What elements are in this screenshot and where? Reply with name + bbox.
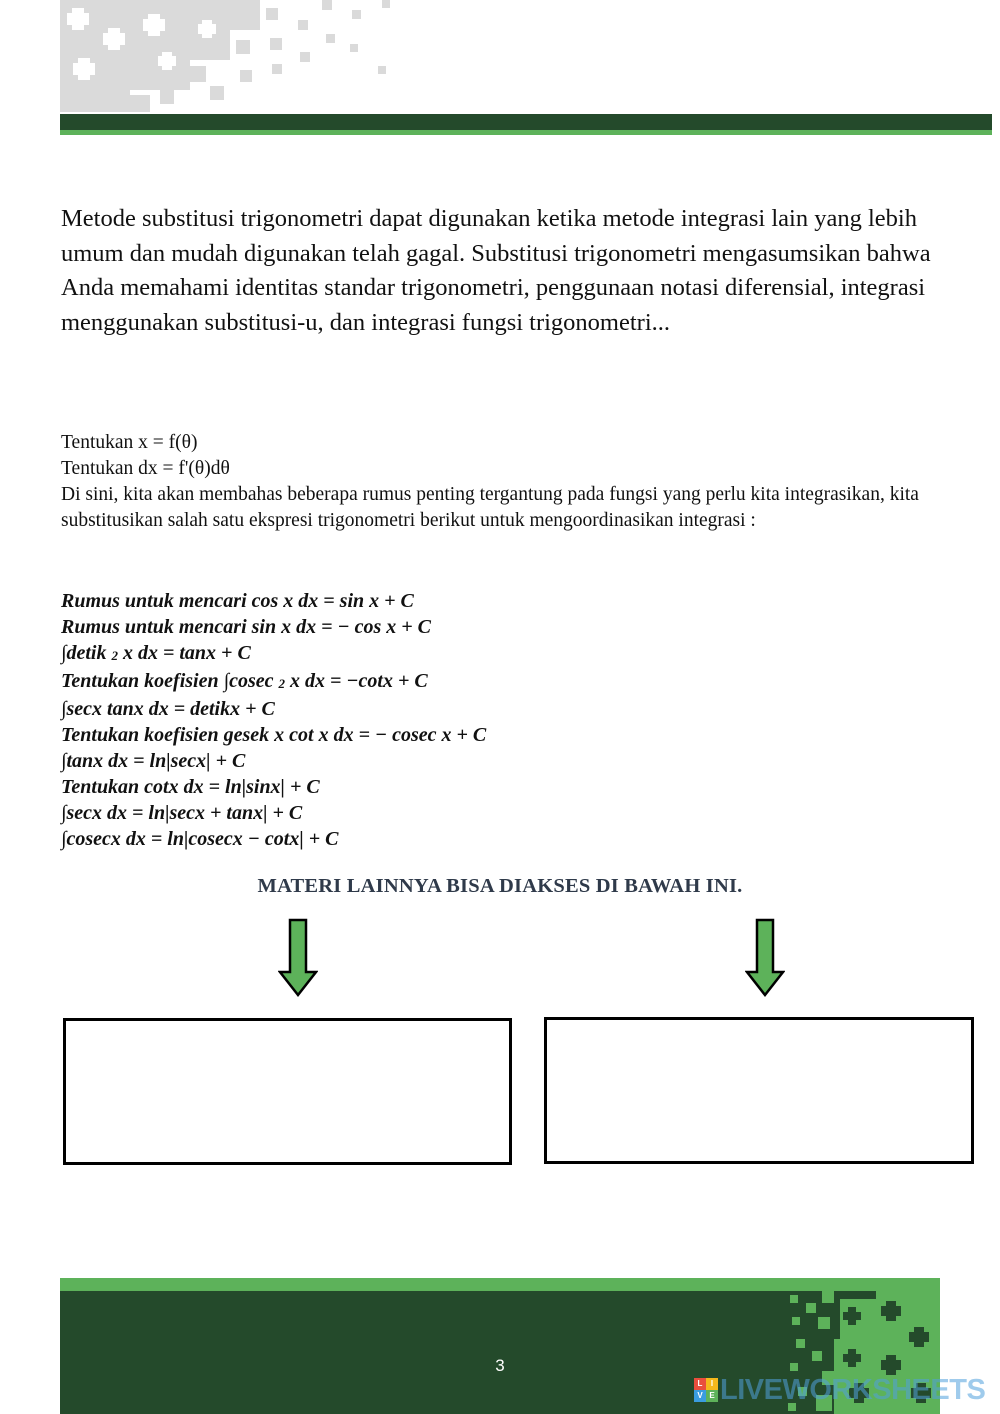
formula-6: Tentukan koefisien gesek x cot x dx = − cosec x + C: [61, 724, 487, 746]
link-box-right[interactable]: [544, 1017, 974, 1164]
formula-4-sub: 2: [278, 676, 286, 691]
steps-section: [61, 430, 941, 534]
arrow-down-icon-right: [745, 918, 785, 998]
liveworksheets-logo-icon: [694, 1378, 718, 1402]
formula-2: Rumus untuk mencari sin x dx = − cos x + C: [61, 616, 431, 638]
header-band-dark: [60, 114, 992, 130]
formula-10: ∫cosecx dx = ln|cosecx − cotx| + C: [61, 828, 339, 850]
formula-9: ∫secx dx = ln|secx + tanx| + C: [61, 802, 303, 824]
formula-4: [61, 668, 941, 696]
materi-heading: MATERI LAINNYA BISA DIAKSES DI BAWAH INI.: [257, 875, 743, 897]
logo-letter-4: E: [706, 1390, 718, 1402]
formula-3-sub: 2: [111, 648, 118, 663]
top-pattern-decoration: [60, 0, 405, 112]
formula-5: ∫secx tanx dx = detikx + C: [61, 698, 275, 720]
step-2: Tentukan dx = f'(θ)dθ: [61, 458, 230, 479]
formula-3-pre: ∫detik: [61, 642, 112, 664]
formula-1: Rumus untuk mencari cos x dx = sin x + C: [61, 590, 414, 612]
link-box-left[interactable]: [63, 1018, 512, 1165]
formula-4-post: x dx = −cotx + C: [285, 670, 428, 692]
arrow-down-icon-left: [278, 918, 318, 998]
formula-4-pre: Tentukan koefisien ∫cosec: [61, 670, 279, 692]
steps-explanation: Di sini, kita akan membahas beberapa rumus penting tergantung pada fungsi yang perlu kita integrasikan, kita substitusikan salah satu ekspresi trigonometri berikut untuk mengoordinasikan integrasi :: [61, 484, 919, 531]
formula-3-post: x dx = tanx + C: [117, 642, 251, 664]
page-number: 3: [495, 1356, 505, 1375]
formula-list: [61, 588, 941, 852]
brand-text: LIVEWORKSHEETS: [720, 1373, 986, 1406]
liveworksheets-brand[interactable]: [694, 1374, 985, 1406]
footer-band-light: [60, 1278, 940, 1291]
logo-letter-2: I: [706, 1378, 718, 1390]
step-1: Tentukan x = f(θ): [61, 432, 198, 453]
header-band-light: [60, 130, 992, 135]
formula-7: ∫tanx dx = ln|secx| + C: [61, 750, 246, 772]
intro-paragraph: Metode substitusi trigonometri dapat digunakan ketika metode integrasi lain yang lebih umum dan mudah digunakan telah gagal. Substitusi trigonometri mengasumsikan bahwa Anda memahami identitas standar trigonometri, penggunaan notasi diferensial, integrasi menggunakan substitusi-u, dan integrasi fungsi trigonometri...: [61, 205, 931, 336]
logo-letter-3: V: [694, 1390, 706, 1402]
logo-letter-1: L: [694, 1378, 706, 1390]
formula-8: Tentukan cotx dx = ln|sinx| + C: [61, 776, 320, 798]
formula-3: [61, 640, 941, 668]
